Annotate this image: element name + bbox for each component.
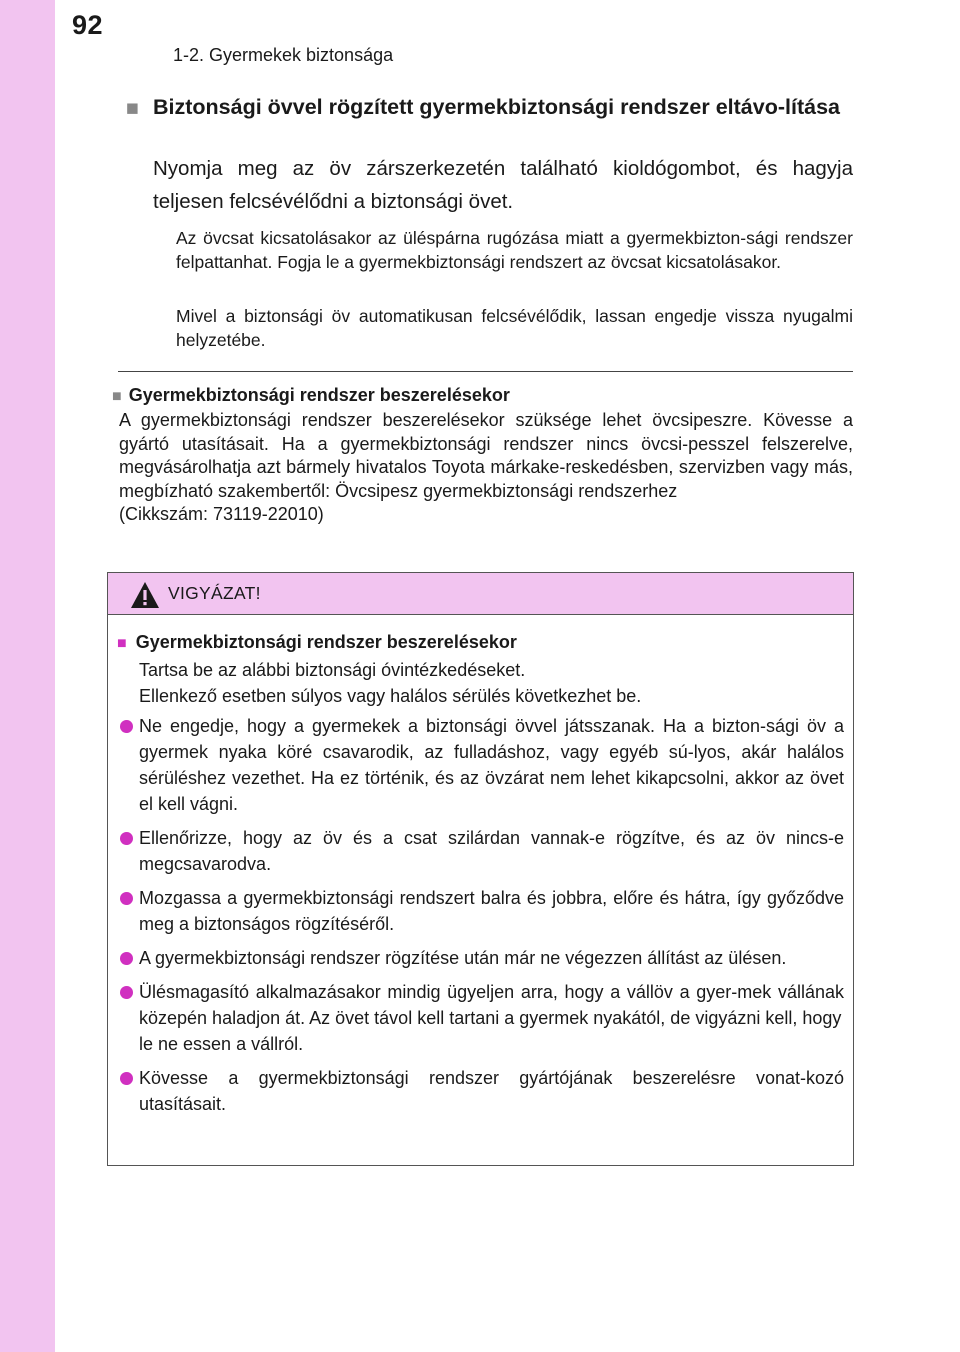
subsection-paragraph: A gyermekbiztonsági rendszer beszerelésekor szüksége lehet övcsipeszre. Kövesse a gyártó utasításait. Ha a gyermekbiztonsági rendszer nincs övcsi-pesszel felszerelve, megvásárolhatja azt bármely hivatalos Toyota márkake-reskedésben, szervizben vagy más, megbízható szakembertől: Övcsipesz gyermekbiztonsági rendszerhez [119,410,853,501]
square-bullet-icon: ■ [126,96,139,120]
round-bullet-icon [120,1072,133,1085]
divider [118,371,853,372]
section-title: 1-2. Gyermekek biztonsága [173,45,394,65]
subsection-paragraph-block [119,409,853,527]
warning-heading-block [117,629,842,657]
note-1: Az övcsat kicsatolásakor az üléspárna rugózása miatt a gyermekbizton-sági rendszer felpattanhat. Fogja le a gyermekbiztonsági rendszert az övcsat kicsatolásakor. [176,228,853,272]
page-number: 92 [72,10,104,40]
list-item: Kövesse a gyermekbiztonsági rendszer gyártójának beszerelésre vonat-kozó utasításait. [117,1065,844,1117]
warning-bullet-list [117,713,844,1125]
warning-heading: Gyermekbiztonsági rendszer beszerelésekor [135,632,517,652]
main-heading: Biztonsági övvel rögzített gyermekbiztonsági rendszer eltávo-lítása [153,95,840,119]
subsection-heading-block [112,382,853,410]
step-text: Nyomja meg az öv zárszerkezetén található kioldógombot, és hagyja teljesen felcsévélődni a biztonsági övet. [153,157,853,213]
list-item: Mozgassa a gyermekbiztonsági rendszert balra és jobbra, előre és hátra, így győződve meg a biztonságos rögzítéséről. [117,885,844,937]
side-color-band [0,0,55,1352]
main-heading-block [126,90,853,124]
warning-triangle-icon [130,581,160,609]
warning-intro-line-1: Tartsa be az alábbi biztonsági óvintézkedéseket. [139,660,526,680]
round-bullet-icon [120,952,133,965]
list-item: Ne engedje, hogy a gyermekek a biztonsági övvel játsszanak. Ha a bizton-sági öv a gyermek nyaka köré csavarodik, az fulladáshoz, vagy egyéb sú-lyos, akár halálos sérüléshez vezethet. Ha ez történik, és az övzárat nem lehet kikapcsolni, akkor az övet el kell vágni. [117,713,844,817]
warning-label: VIGYÁZAT! [168,583,261,603]
warning-intro-line-2: Ellenkező esetben súlyos vagy halálos sérülés következhet be. [139,686,642,706]
round-bullet-icon [120,720,133,733]
subsection-heading: Gyermekbiztonsági rendszer beszerelésekor [128,385,510,405]
list-item: Ellenőrizze, hogy az öv és a csat szilárdan vannak-e rögzítve, és az öv nincs-e megcsavarodva. [117,825,844,877]
warning-box [107,572,854,1166]
square-bullet-icon: ■ [117,635,127,652]
square-bullet-icon: ■ [112,388,122,405]
round-bullet-icon [120,892,133,905]
part-number: (Cikkszám: 73119-22010) [119,504,324,524]
round-bullet-icon [120,832,133,845]
note-2: Mivel a biztonsági öv automatikusan felcsévélődik, lassan engedje vissza nyugalmi helyzetébe. [176,306,853,350]
list-item: A gyermekbiztonsági rendszer rögzítése után már ne végezzen állítást az ülésen. [117,945,844,971]
warning-intro [139,657,844,709]
list-item: Ülésmagasító alkalmazásakor mindig ügyeljen arra, hogy a vállöv a gyer-mek vállának közepén haladjon át. Az övet távol kell tartani a gyermek nyakától, de vigyázni kell, hogy le ne essen a vállról. [117,979,844,1057]
round-bullet-icon [120,986,133,999]
warning-header [108,573,853,615]
